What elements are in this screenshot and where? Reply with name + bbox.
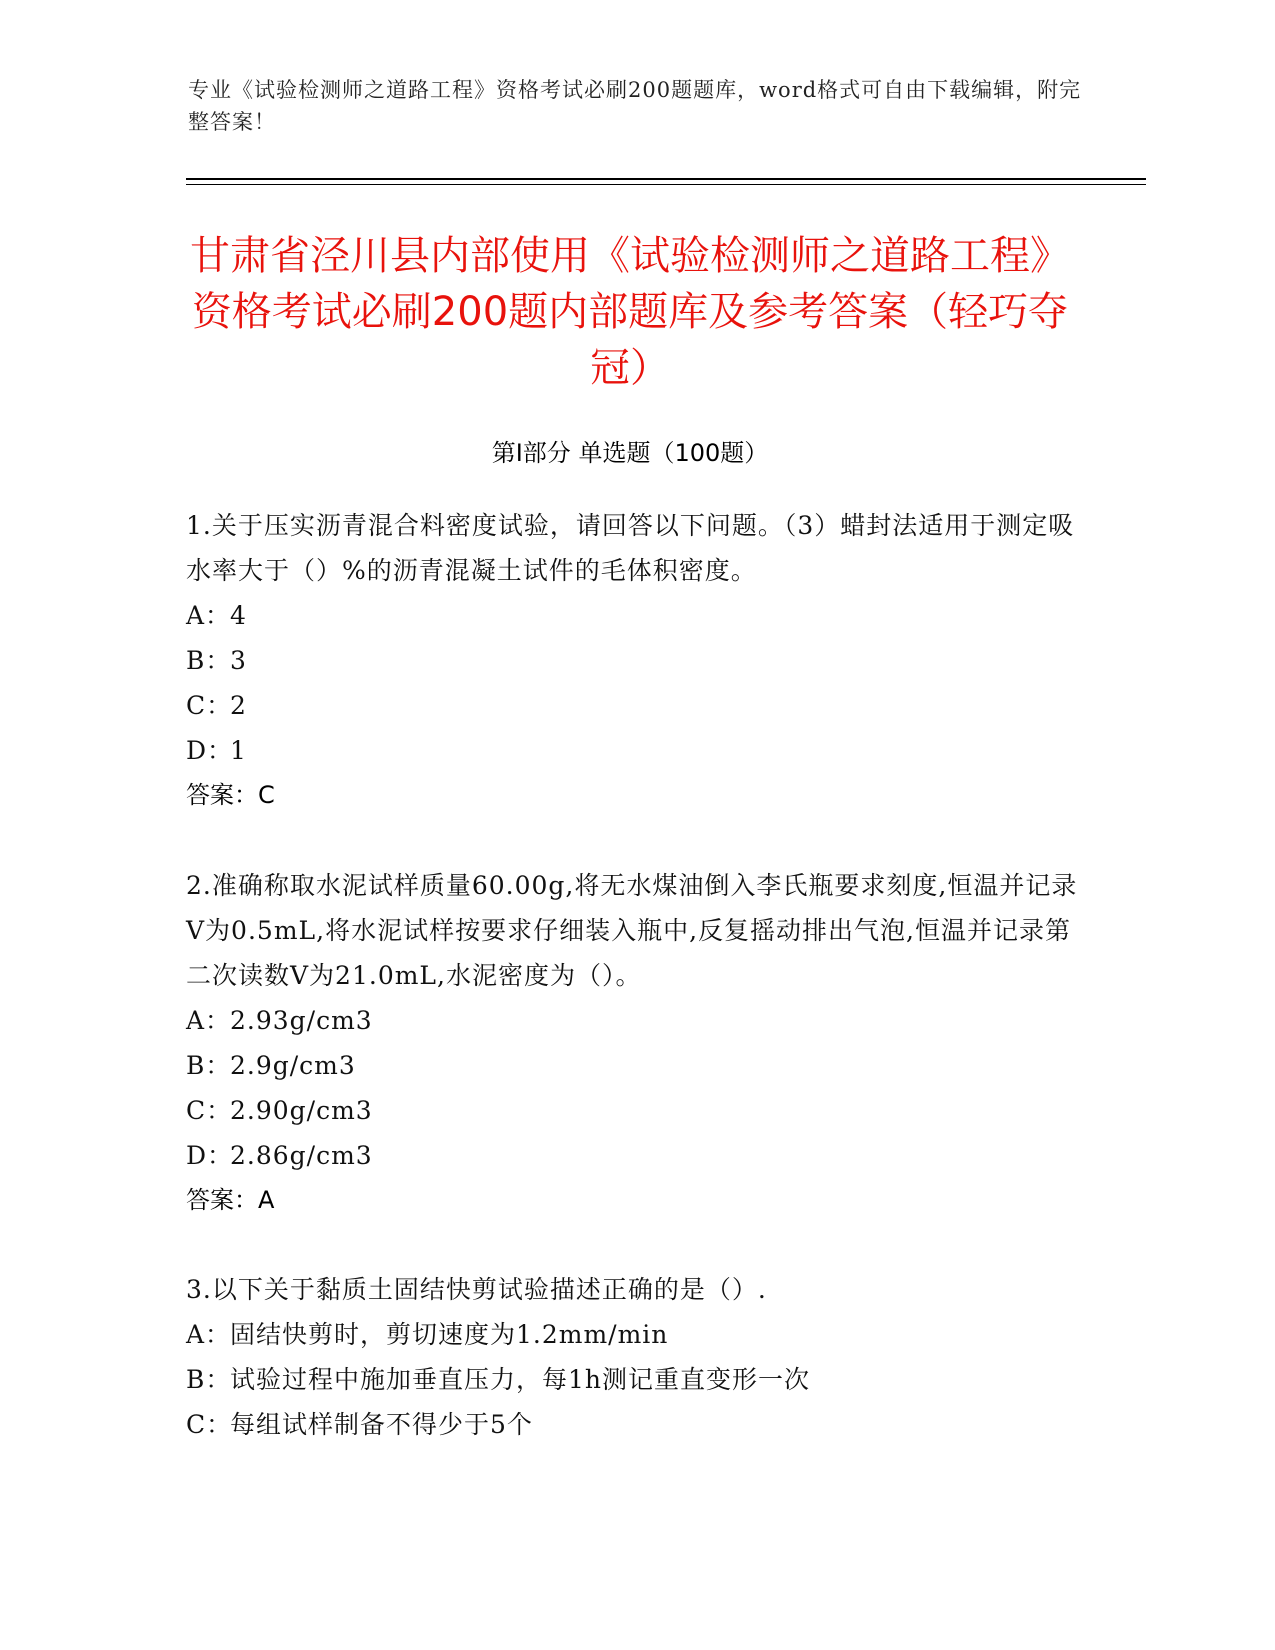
option-a <box>186 998 1086 1043</box>
option-a <box>186 593 1086 638</box>
option-letter: D： <box>186 736 234 765</box>
answer: 答案：C <box>186 781 275 809</box>
question-1 <box>186 503 1086 818</box>
option-c <box>186 1088 1086 1133</box>
question-stem: 2.准确称取水泥试样质量60.00g,将无水煤油倒入李氏瓶要求刻度,恒温并记录V为0.5mL,将水泥试样按要求仔细装入瓶中,反复摇动排出气泡,恒温并记录第二次读数V为21.0mL,水泥密度为（）。 <box>186 871 1078 990</box>
header-divider-thick <box>186 178 1146 180</box>
option-letter: C： <box>186 691 233 720</box>
option-text: 2.93g/cm3 <box>230 1006 373 1035</box>
option-b <box>186 1043 1086 1088</box>
question-stem: 3.以下关于黏质土固结快剪试验描述正确的是（）. <box>186 1275 767 1304</box>
option-c <box>186 683 1086 728</box>
option-c <box>186 1402 1086 1447</box>
option-letter: D： <box>186 1141 234 1170</box>
option-letter: C： <box>186 1410 233 1439</box>
question-stem: 1.关于压实沥青混合料密度试验，请回答以下问题。（3）蜡封法适用于测定吸水率大于（）%的沥青混凝土试件的毛体积密度。 <box>186 511 1075 585</box>
option-text: 3 <box>230 646 247 675</box>
option-letter: A： <box>186 601 232 630</box>
option-a <box>186 1312 1086 1357</box>
question-2 <box>186 863 1086 1223</box>
option-text: 每组试样制备不得少于5个 <box>230 1410 533 1439</box>
header-divider-thin <box>186 184 1146 185</box>
option-letter: B： <box>186 646 232 675</box>
option-b <box>186 1357 1086 1402</box>
option-text: 4 <box>230 601 247 630</box>
option-text: 2.9g/cm3 <box>230 1051 356 1080</box>
option-letter: A： <box>186 1320 232 1349</box>
document-title: 甘肃省泾川县内部使用《试验检测师之道路工程》资格考试必刷200题内部题库及参考答案（轻巧夺冠） <box>190 233 1070 391</box>
option-letter: B： <box>186 1051 232 1080</box>
option-d <box>186 728 1086 773</box>
section-title: 第Ⅰ部分 单选题（100题） <box>491 439 769 467</box>
option-text: 试验过程中施加垂直压力，每1h测记重直变形一次 <box>230 1365 811 1394</box>
option-text: 2.86g/cm3 <box>230 1141 373 1170</box>
option-text: 1 <box>230 736 247 765</box>
option-text: 固结快剪时，剪切速度为1.2mm/min <box>230 1320 669 1349</box>
option-letter: A： <box>186 1006 232 1035</box>
option-b <box>186 638 1086 683</box>
option-d <box>186 1133 1086 1178</box>
option-text: 2.90g/cm3 <box>230 1096 373 1125</box>
answer: 答案：A <box>186 1186 275 1214</box>
option-letter: C： <box>186 1096 233 1125</box>
option-text: 2 <box>230 691 247 720</box>
option-letter: B： <box>186 1365 232 1394</box>
page-header: 专业《试验检测师之道路工程》资格考试必刷200题题库，word格式可自由下载编辑，附完整答案！ <box>188 78 1082 134</box>
question-3 <box>186 1267 1086 1447</box>
